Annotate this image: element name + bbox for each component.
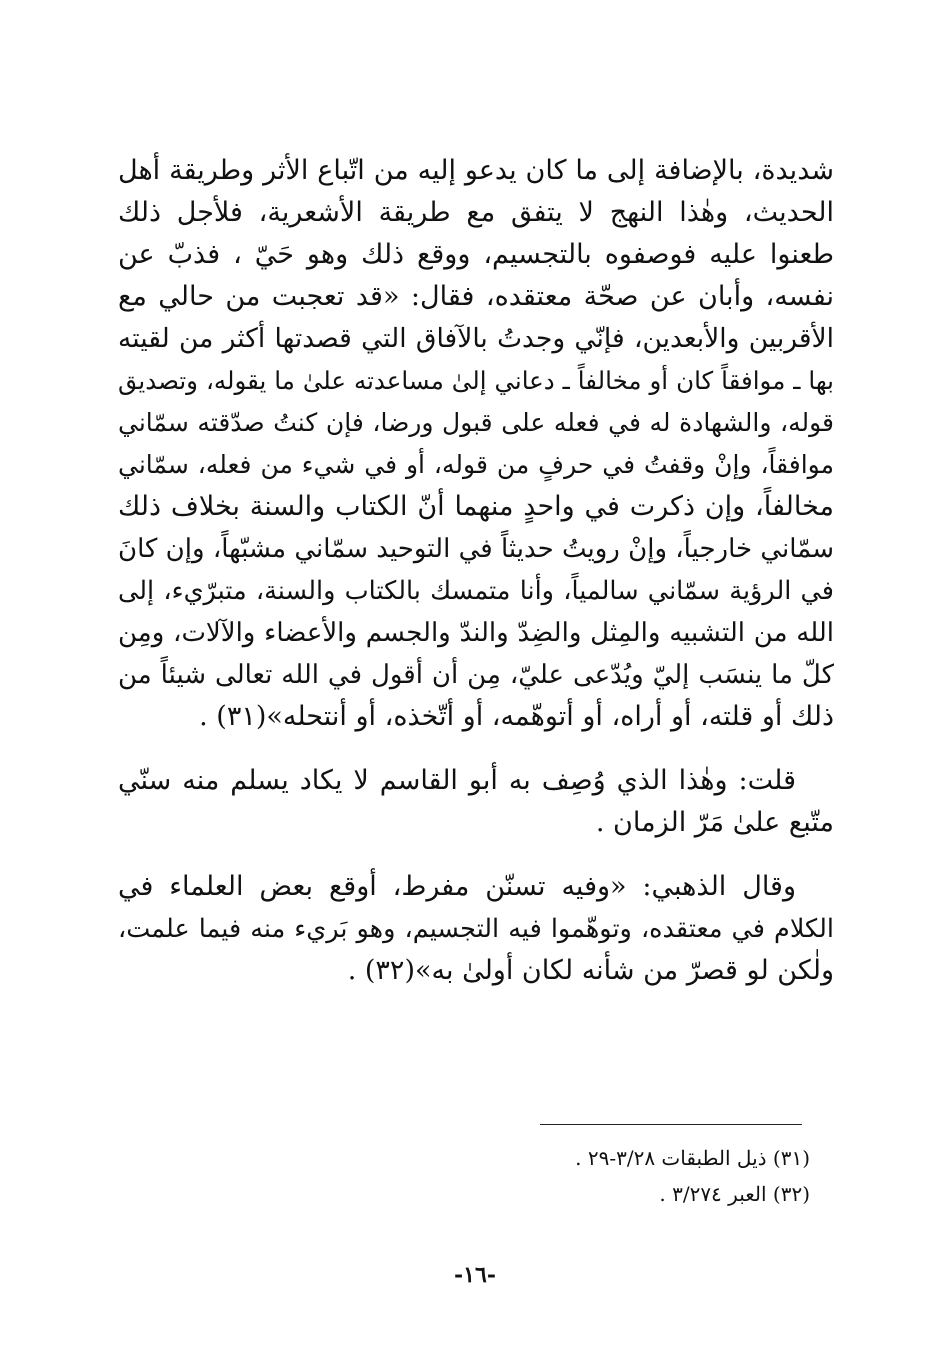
main-text [118, 150, 834, 992]
page-number: -١٦- [454, 1262, 496, 1288]
text-line: نفسه، وأبان عن صحّة معتقده، فقال: «قد تعجبت من حالي مع [118, 281, 834, 312]
text-line: موافقاً، وإنْ وقفتُ في حرفٍ من قوله، أو في شيء من فعله، سمّاني [118, 450, 834, 479]
text-line: مخالفاً، وإن ذكرت في واحدٍ منهما أنّ الكتاب والسنة بخلاف ذلك [118, 491, 834, 522]
paragraph-2 [118, 760, 834, 844]
text-line: الحديث، وهٰذا النهج لا يتفق مع طريقة الأشعرية، فلأجل ذلك [118, 197, 834, 228]
paragraph-1 [118, 150, 834, 738]
text-line: سمّاني خارجياً، وإنْ رويتُ حديثاً في التوحيد سمّاني مشبّهاً، وإن كانَ [118, 534, 834, 564]
paragraph-3 [118, 866, 834, 992]
text-line: ولٰكن لو قصرّ من شأنه لكان أولىٰ به»(٣٢) . [347, 955, 834, 986]
text-line: ذلك أو قلته، أو أراه، أو أتوهّمه، أو أتّخذه، أو أنتحله»(٣١) . [199, 701, 834, 732]
footnote-31: (٣١) ذيل الطبقات ٣/٢٨-٢٩ . [575, 1146, 810, 1170]
footnote-32: (٣٢) العبر ٣/٢٧٤ . [659, 1182, 810, 1206]
text-line: الأقربين والأبعدين، فإنّي وجدتُ بالآفاق التي قصدتها أكثر من لقيته [118, 323, 834, 354]
text-line: الله من التشبيه والمِثل والضِدّ والندّ والجسم والأعضاء والآلات، ومِن [118, 618, 834, 648]
text-line: كلّ ما ينسَب إليّ ويُدّعى عليّ، مِن أن أقول في الله تعالى شيئاً من [118, 660, 834, 690]
text-line: متّبع علىٰ مَرّ الزمان . [595, 807, 834, 838]
text-line: شديدة، بالإضافة إلى ما كان يدعو إليه من اتّباع الأثر وطريقة أهل [118, 155, 834, 186]
text-line: الكلام في معتقده، وتوهّموا فيه التجسيم، وهو بَريء منه فيما علمت، [118, 914, 834, 944]
text-line: قلت: وهٰذا الذي وُصِف به أبو القاسم لا يكاد يسلم منه سنّي [118, 765, 796, 796]
text-line: في الرؤية سمّاني سالمياً، وأنا متمسك بالكتاب والسنة، متبرّيء، إلى [118, 576, 834, 606]
footnotes [410, 1140, 810, 1212]
footnote-divider [540, 1124, 802, 1125]
text-line: طعنوا عليه فوصفوه بالتجسيم، ووقع ذلك وهو حَيّ ، فذبّ عن [118, 239, 834, 270]
text-line: بها ـ موافقاً كان أو مخالفاً ـ دعاني إلىٰ مساعدته علىٰ ما يقوله، وتصديق [118, 366, 834, 395]
text-line: وقال الذهبي: «وفيه تسنّن مفرط، أوقع بعض العلماء في [118, 871, 796, 902]
text-line: قوله، والشهادة له في فعله على قبول ورضا، فإن كنتُ صدّقته سمّاني [118, 408, 834, 437]
